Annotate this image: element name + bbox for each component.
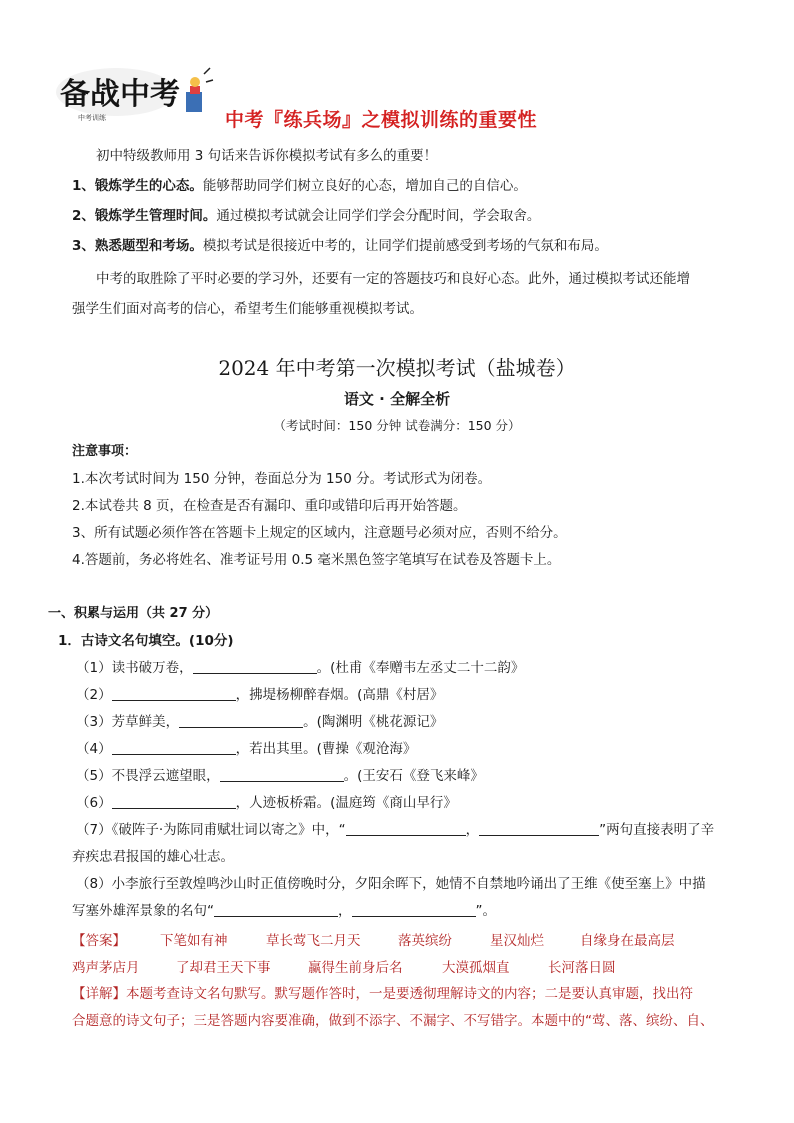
answer-blank[interactable] (193, 660, 317, 674)
fill-item-suffix: ”。 (475, 903, 496, 919)
note-2: 2.本试卷共 8 页，在检查是否有漏印、重印或错印后再开始答题。 (72, 498, 467, 514)
answers-line-1 (72, 929, 675, 949)
fill-item-7 (76, 820, 714, 840)
fill-item-8-line1: （8）小李旅行至敦煌鸣沙山时正值傍晚时分，夕阳余晖下，她情不自禁地吟诵出了王维《使至塞上》中描 (76, 876, 706, 892)
fill-item-prefix: （4） (76, 741, 112, 757)
fill-item-prefix: （7）《破阵子·为陈同甫赋壮词以寄之》中，“ (76, 822, 346, 838)
fill-item-prefix: （2） (76, 687, 112, 703)
answer-blank[interactable] (352, 903, 476, 917)
fill-item-8 (72, 901, 496, 921)
exam-info: （考试时间：150 分钟 试卷满分：150 分） (273, 418, 521, 433)
logo (54, 62, 214, 124)
detail-line-1 (72, 984, 693, 1004)
fill-item-5 (76, 766, 484, 786)
promo-closing-line2: 强学生们面对高考的信心，希望考生们能够重视模拟考试。 (72, 301, 423, 317)
note-4: 4.答题前，务必将姓名、准考证号用 0.5 毫米黑色签字笔填写在试卷及答题卡上。 (72, 552, 561, 568)
promo-point-text: 模拟考试是很接近中考的，让同学们提前感受到考场的气氛和布局。 (202, 238, 608, 254)
fill-item-suffix: 。(杜甫《奉赠韦左丞丈二十二韵》 (316, 660, 525, 676)
fill-item-3 (76, 712, 443, 732)
fill-item-4 (76, 739, 416, 759)
detail-line-2: 合题意的诗文句子；三是答题内容要准确，做到不添字、不漏字、不写错字。本题中的“莺、落、缤纷、自、 (72, 1013, 714, 1029)
fill-item-prefix: （3）芳草鲜美， (76, 714, 180, 730)
fill-item-2 (76, 685, 443, 705)
fill-item-prefix: （5）不畏浮云遮望眼， (76, 768, 220, 784)
answer-item: 长河落日圆 (548, 960, 616, 976)
fill-item-suffix: ，若出其里。(曹操《观沧海》 (235, 741, 417, 757)
fill-item-1 (76, 658, 524, 678)
logo-text: 备战中考 (60, 77, 180, 112)
promo-point-lead: 3、熟悉题型和考场。 (72, 238, 203, 254)
logo-subtext: 中考训练 (78, 114, 106, 122)
answers-line-2 (72, 956, 616, 976)
answer-blank[interactable] (220, 768, 344, 782)
answer-blank[interactable] (179, 714, 303, 728)
answer-item: 大漠孤烟直 (442, 960, 510, 976)
fill-item-prefix: （1）读书破万卷， (76, 660, 193, 676)
note-1: 1.本次考试时间为 150 分钟，卷面总分为 150 分。考试形式为闭卷。 (72, 471, 492, 487)
fill-item-separator: ， (338, 903, 352, 919)
notes-title: 注意事项： (72, 444, 138, 459)
answer-item: 自缘身在最高层 (580, 933, 675, 949)
fill-item-prefix: 写塞外雄浑景象的名句“ (72, 903, 214, 919)
fill-item-suffix: ，拂堤杨柳醉春烟。(高鼎《村居》 (235, 687, 444, 703)
promo-intro: 初中特级教师用 3 句话来告诉你模拟考试有多么的重要！ (96, 148, 438, 164)
exam-subtitle: 语文 · 全解全析 (343, 390, 451, 408)
promo-closing-line1: 中考的取胜除了平时必要的学习外，还要有一定的答题技巧和良好心态。此外，通过模拟考试还能增 (96, 271, 690, 287)
answer-blank[interactable] (112, 687, 236, 701)
answer-item: 了却君王天下事 (176, 960, 271, 976)
promo-point-lead: 1、锻炼学生的心态。 (72, 178, 203, 194)
promo-point-text: 能够帮助同学们树立良好的心态，增加自己的自信心。 (202, 178, 527, 194)
answer-blank[interactable] (346, 822, 466, 836)
answer-item: 草长莺飞二月天 (266, 933, 361, 949)
answer-blank[interactable] (479, 822, 599, 836)
answer-item: 鸡声茅店月 (72, 960, 140, 976)
answer-blank[interactable] (112, 795, 236, 809)
question-1-title: 1．古诗文名句填空。(10分) (58, 633, 234, 649)
fill-item-suffix: 。(陶渊明《桃花源记》 (303, 714, 444, 730)
answer-item: 星汉灿烂 (490, 933, 544, 949)
answer-item: 落英缤纷 (398, 933, 452, 949)
fill-item-suffix: ”两句直接表明了辛 (599, 822, 715, 838)
promo-point-2 (72, 206, 540, 226)
promo-point-3 (72, 236, 608, 256)
detail-text: 本题考查诗文名句默写。默写题作答时，一是要透彻理解诗文的内容；二是要认真审题，找出符 (126, 986, 693, 1002)
answer-item: 赢得生前身后名 (308, 960, 403, 976)
fill-item-7-line2: 弃疾忠君报国的雄心壮志。 (72, 849, 234, 865)
answer-blank[interactable] (112, 741, 236, 755)
promo-title: 中考『练兵场』之模拟训练的重要性 (225, 109, 538, 131)
fill-item-6 (76, 793, 457, 813)
section-heading: 一、积累与运用（共 27 分） (48, 606, 219, 621)
detail-label: 【详解】 (72, 986, 126, 1002)
promo-point-text: 通过模拟考试就会让同学们学会分配时间，学会取舍。 (216, 208, 541, 224)
fill-item-suffix: ，人迹板桥霜。(温庭筠《商山早行》 (235, 795, 457, 811)
fill-item-suffix: 。(王安石《登飞来峰》 (343, 768, 484, 784)
promo-point-1 (72, 176, 527, 196)
answer-blank[interactable] (214, 903, 338, 917)
note-3: 3、所有试题必须作答在答题卡上规定的区域内，注意题号必须对应，否则不给分。 (72, 525, 567, 541)
promo-point-lead: 2、锻炼学生管理时间。 (72, 208, 217, 224)
exam-title: 2024 年中考第一次模拟考试（盐城卷） (218, 356, 576, 380)
fill-item-separator: ， (465, 822, 480, 838)
fill-item-prefix: （6） (76, 795, 112, 811)
answer-label: 【答案】 (72, 933, 126, 949)
answer-item: 下笔如有神 (160, 933, 228, 949)
